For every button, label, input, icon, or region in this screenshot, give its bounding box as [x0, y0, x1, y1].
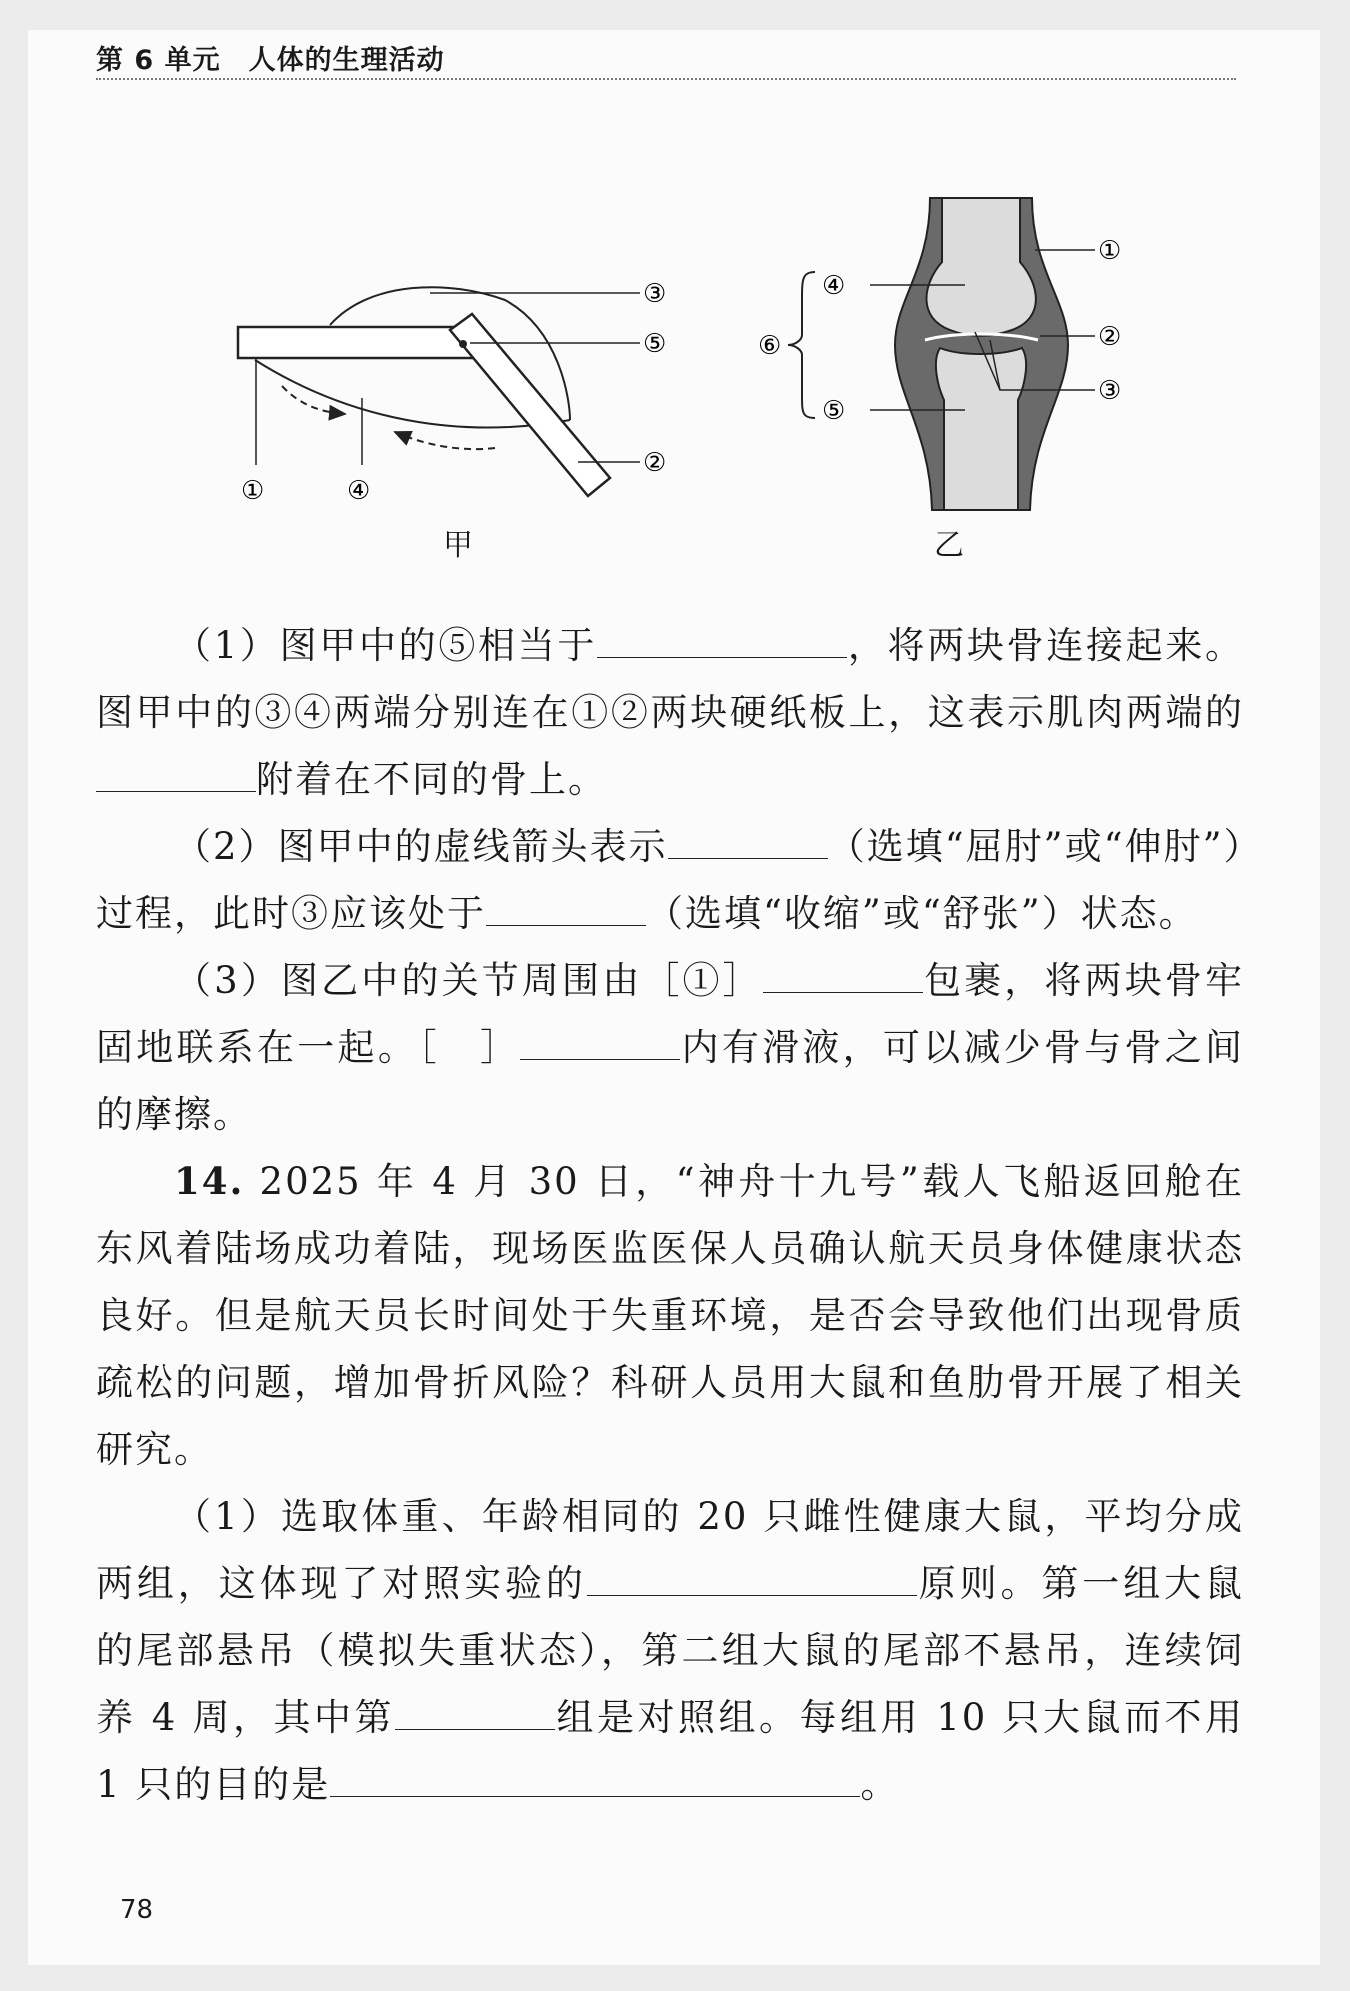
upper-board [238, 327, 473, 358]
bone-lower [936, 348, 1026, 510]
yi-label-6: ⑥ [758, 331, 782, 361]
answer-blank[interactable] [330, 1762, 860, 1797]
answer-blank[interactable] [763, 958, 923, 993]
jia-label-4: ④ [347, 476, 371, 506]
answer-blank[interactable] [395, 1695, 555, 1730]
page-number: 78 [120, 1895, 154, 1925]
q13-part1: （1）图甲中的⑤相当于 ，将两块骨连接起来。图甲中的③④两端分别连在①②两块硬纸板上，这表示肌肉两端的附着在不同的骨上。 [96, 624, 1245, 801]
figure-jia [238, 279, 666, 506]
q14-part1: （1）选取体重、年龄相同的 20 只雌性健康大鼠，平均分成两组，这体现了对照实验的 原则。第一组大鼠的尾部悬吊（模拟失重状态），第二组大鼠的尾部不悬吊，连续饲养 4 周，其中第 组是对照组。每组用 10 只大鼠而不用 1 只的目的是 。 [96, 1495, 1245, 1806]
q14-intro: 14. 2025 年 4 月 30 日，“神舟十九号”载人飞船返回舱在东风着陆场成功着陆，现场医监医保人员确认航天员身体健康状态良好。但是航天员长时间处于失重环境，是否会导致他们出现骨质疏松的问题，增加骨折风险？科研人员用大鼠和鱼肋骨开展了相关研究。 [96, 1159, 1244, 1471]
figure-yi [758, 198, 1121, 510]
question-text [96, 612, 1244, 1818]
answer-blank[interactable] [597, 623, 847, 658]
dashed-arrow-lower [395, 432, 495, 449]
unit-number: 第 6 单元 [96, 45, 221, 76]
yi-label-5: ⑤ [822, 396, 846, 426]
answer-blank[interactable] [668, 824, 828, 859]
yi-label-2: ② [1098, 322, 1122, 352]
yi-label-4: ④ [822, 271, 846, 301]
q13-part2: （2）图甲中的虚线箭头表示 （选填“屈肘”或“伸肘”）过程，此时③应该处于 （选填“收缩”或“舒张”）状态。 [96, 825, 1244, 935]
caption-yi: 乙 [934, 528, 964, 563]
answer-blank[interactable] [486, 891, 646, 926]
answer-blank[interactable] [96, 757, 256, 792]
caption-jia: 甲 [443, 528, 473, 563]
jia-label-2: ② [643, 448, 667, 478]
brace [788, 272, 815, 418]
jia-label-1: ① [241, 476, 265, 506]
lower-board [450, 314, 610, 496]
figure-svg [0, 0, 1350, 600]
yi-label-1: ① [1098, 236, 1122, 266]
jia-label-5: ⑤ [643, 329, 667, 359]
question-number: 14. [174, 1159, 245, 1203]
answer-blank[interactable] [587, 1561, 917, 1596]
answer-blank[interactable] [520, 1025, 680, 1060]
unit-title: 人体的生理活动 [248, 45, 445, 76]
jia-label-3: ③ [643, 279, 667, 309]
bone-upper [926, 198, 1035, 336]
yi-label-3: ③ [1098, 376, 1122, 406]
q13-part3: （3）图乙中的关节周围由［①］ 包裹，将两块骨牢固地联系在一起。［ ］ 内有滑液，可以减少骨与骨之间的摩擦。 [96, 959, 1244, 1136]
rivet [459, 340, 467, 348]
